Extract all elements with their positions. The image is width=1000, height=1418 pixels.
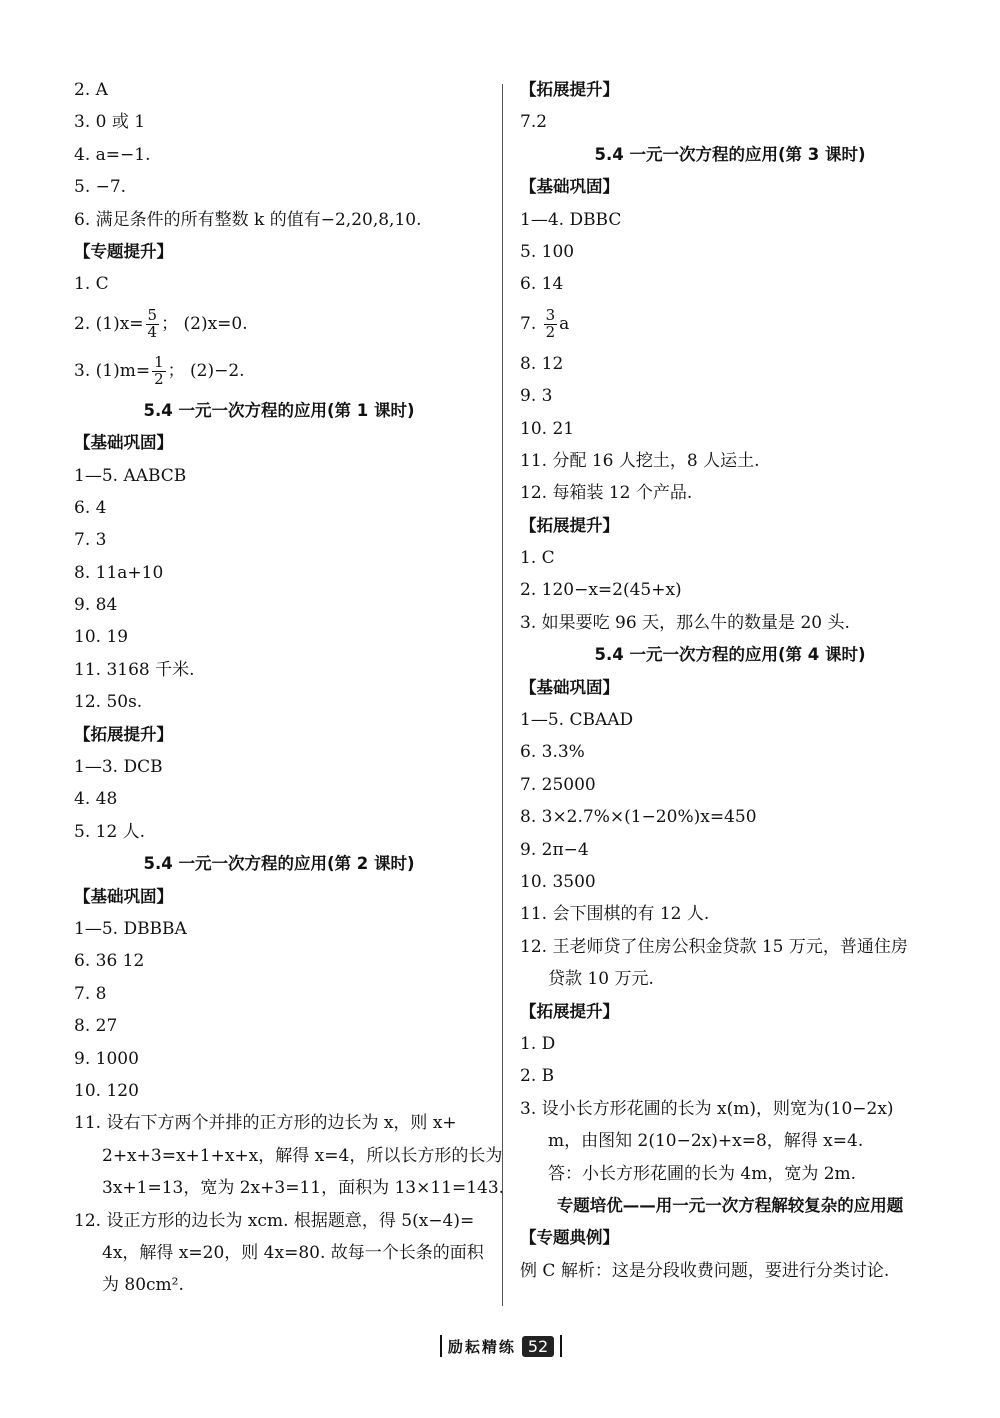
right-column <box>520 74 940 1287</box>
answer-line: 6. 14 <box>520 274 564 295</box>
answer-line: 1. C <box>74 274 109 295</box>
footer-bar-left <box>440 1335 442 1357</box>
section-heading: 【拓展提升】 <box>520 80 619 99</box>
answer-line: 1—5. AABCB <box>74 465 187 486</box>
answer-line: 9. 1000 <box>74 1048 139 1069</box>
section-heading: 【基础巩固】 <box>520 677 619 697</box>
section-title: 5.4 一元一次方程的应用(第 3 课时) <box>594 144 866 164</box>
fraction-denominator: 2 <box>154 369 164 388</box>
section-title: 5.4 一元一次方程的应用(第 1 课时) <box>143 400 415 420</box>
answer-line: 10. 3500 <box>520 871 596 892</box>
answer-line: m，由图知 2(10−2x)+x=8，解得 x=4. <box>548 1131 864 1152</box>
answer-line: 9. 3 <box>520 386 553 407</box>
fraction-denominator: 4 <box>147 322 158 341</box>
answer-line: 6. 4 <box>74 497 107 518</box>
section-heading: 【基础巩固】 <box>74 886 173 906</box>
answer-line: 贷款 10 万元. <box>548 969 654 990</box>
answer-line: 12. 每箱装 12 个产品. <box>520 483 693 504</box>
answer-line: 5. −7. <box>74 177 127 198</box>
answer-line: 4x，解得 x=20，则 4x=80. 故每一个长条的面积 <box>102 1242 484 1263</box>
answer-line: 1—5. CBAAD <box>520 710 634 731</box>
answer-line-fraction <box>520 301 940 348</box>
left-column <box>74 74 505 1302</box>
answer-line-fraction <box>74 301 484 348</box>
answer-line: 答：小长方形花圃的长为 4m，宽为 2m. <box>548 1163 857 1184</box>
fraction-denominator: 2 <box>545 322 556 341</box>
section-title: 5.4 一元一次方程的应用(第 2 课时) <box>143 854 415 874</box>
answer-line: 8. 12 <box>520 353 564 374</box>
answer-line: 4. 48 <box>74 789 118 810</box>
answer-line: 7. 25000 <box>520 774 596 795</box>
page-footer <box>426 1330 576 1362</box>
answer-line: 10. 19 <box>74 627 129 648</box>
answer-line: 为 80cm². <box>102 1275 184 1296</box>
answer-line: 12. 王老师贷了住房公积金贷款 15 万元，普通住房 <box>520 936 908 957</box>
answer-suffix: ； (2)x=0. <box>161 313 248 334</box>
answer-line: 6. 3.3% <box>520 742 585 763</box>
answer-line: 3. 设小长方形花圃的长为 x(m)，则宽为(10−2x) <box>520 1098 894 1119</box>
answer-line: 9. 84 <box>74 595 118 616</box>
answer-line: 11. 设右下方两个并排的正方形的边长为 x，则 x+ <box>74 1113 457 1134</box>
answer-prefix: 2. (1)x= <box>74 313 144 334</box>
fraction-numerator: 1 <box>154 352 164 371</box>
fraction-numerator: 5 <box>147 305 158 324</box>
answer-prefix: 7. <box>520 313 542 334</box>
answer-line: 2. 120−x=2(45+x) <box>520 580 682 601</box>
answer-line: 11. 3168 千米. <box>74 659 195 680</box>
answer-line: 2. B <box>520 1066 555 1087</box>
answer-prefix: 3. (1)m= <box>74 360 151 381</box>
fraction <box>152 352 166 388</box>
answer-suffix: a <box>559 313 570 334</box>
page-number: 52 <box>522 1336 554 1357</box>
section-heading: 【基础巩固】 <box>74 433 173 453</box>
footer-brand: 励耘精练 <box>447 1337 516 1356</box>
answer-suffix: ； (2)−2. <box>167 360 245 381</box>
answer-line: 11. 分配 16 人挖土，8 人运土. <box>520 450 760 471</box>
answer-line: 5. 12 人. <box>74 821 146 842</box>
answer-line: 10. 21 <box>520 418 575 439</box>
answer-line: 例 C 解析：这是分段收费问题，要进行分类讨论. <box>520 1260 890 1281</box>
answer-line: 2. A <box>74 80 108 100</box>
answer-line: 7.2 <box>520 112 548 133</box>
section-heading: 【基础巩固】 <box>520 177 619 197</box>
fraction <box>544 305 558 341</box>
answer-line: 12. 设正方形的边长为 xcm. 根据题意，得 5(x−4)= <box>74 1210 475 1231</box>
answer-line: 10. 120 <box>74 1080 139 1101</box>
footer-bar-right <box>560 1335 562 1357</box>
answer-line: 1. C <box>520 548 555 569</box>
answer-line: 6. 36 12 <box>74 951 145 972</box>
section-title: 5.4 一元一次方程的应用(第 4 课时) <box>594 645 866 665</box>
answer-line: 3x+1=13，宽为 2x+3=11，面积为 13×11=143. <box>102 1178 505 1199</box>
section-heading: 【专题典例】 <box>520 1228 619 1248</box>
fraction-numerator: 3 <box>545 305 556 324</box>
answer-line: 4. a=−1. <box>74 144 151 165</box>
section-heading: 【拓展提升】 <box>520 515 619 535</box>
section-heading: 【拓展提升】 <box>520 1001 619 1021</box>
fraction <box>146 305 160 341</box>
answer-line: 7. 3 <box>74 530 107 551</box>
answer-line: 3. 如果要吃 96 天，那么牛的数量是 20 头. <box>520 612 850 633</box>
answer-line: 12. 50s. <box>74 692 143 713</box>
answer-line: 8. 27 <box>74 1016 118 1037</box>
answer-line: 6. 满足条件的所有整数 k 的值有−2,20,8,10. <box>74 209 422 230</box>
answer-line: 5. 100 <box>520 241 575 262</box>
answer-line: 1. D <box>520 1033 556 1054</box>
answer-line: 1—3. DCB <box>74 757 163 778</box>
answer-line: 2+x+3=x+1+x+x，解得 x=4，所以长方形的长为 <box>102 1145 503 1166</box>
section-heading: 【拓展提升】 <box>74 724 173 744</box>
answer-line: 1—5. DBBBA <box>74 918 187 939</box>
section-heading: 【专题提升】 <box>74 241 173 261</box>
answer-line: 7. 8 <box>74 983 107 1004</box>
answer-line: 8. 3×2.7%×(1−20%)x=450 <box>520 807 757 828</box>
answer-line: 8. 11a+10 <box>74 562 164 583</box>
section-title: 专题培优——用一元一次方程解较复杂的应用题 <box>556 1195 904 1215</box>
answer-line: 9. 2π−4 <box>520 839 589 860</box>
answer-line: 11. 会下围棋的有 12 人. <box>520 904 710 925</box>
answer-line: 1—4. DBBC <box>520 209 622 230</box>
answer-line-fraction <box>74 348 484 395</box>
column-divider <box>502 84 503 1306</box>
answer-line: 3. 0 或 1 <box>74 112 146 133</box>
